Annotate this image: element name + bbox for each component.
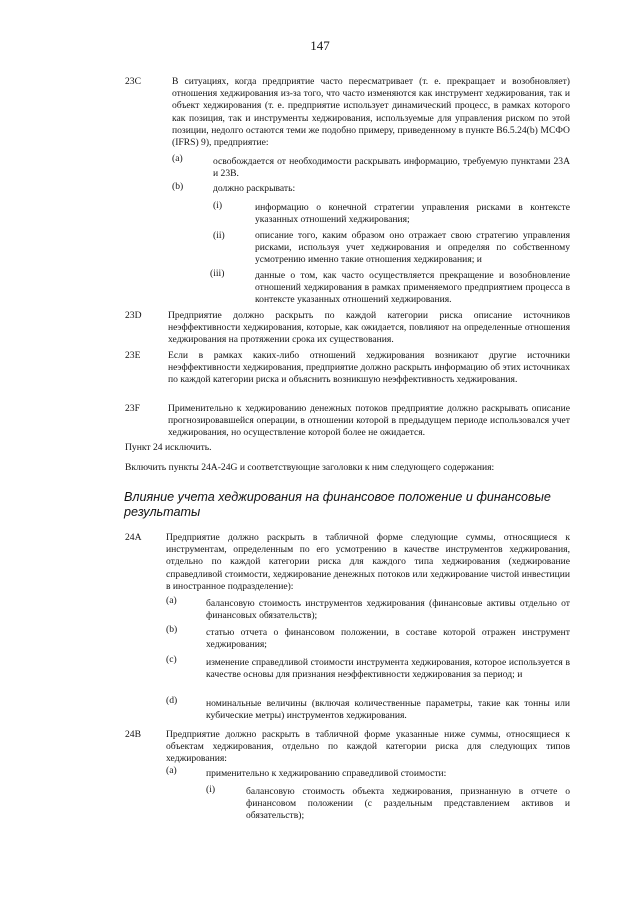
- paragraph-number-23e: 23E: [125, 350, 141, 361]
- paragraph-23e: Если в рамках каких-либо отношений хеджирования возникают другие источники неэффективности хеджирования, предприятие должно раскрыть информацию об этих источниках по каждой категории риска и объяснить возникшую неэффективность хеджирования.: [168, 350, 570, 386]
- page-number: 147: [310, 38, 330, 53]
- item-number: (b): [166, 624, 178, 635]
- paragraph-23c-b: должно раскрывать:: [213, 183, 296, 194]
- paragraph-number-23d: 23D: [125, 310, 142, 321]
- item-number: (b): [172, 181, 184, 192]
- paragraph-23c-a: освобождается от необходимости раскрывать информацию, требуемую пунктами 23А и 23В.: [213, 156, 570, 180]
- paragraph-23d: Предприятие должно раскрыть по каждой категории риска описание источников неэффективности хеджирования, которые, как ожидается, повлияют на определенные отношения хеджирования на протяжении срока их существования.: [168, 310, 570, 346]
- paragraph-24b-a: применительно к хеджированию справедливой стоимости:: [206, 768, 447, 779]
- paragraph-23c-b-ii: описание того, каким образом оно отражает свою стратегию управления рисками, используя учет хеджирования и определяя по собственному усмотрению именно такие отношения хеджирования; и: [255, 230, 570, 266]
- paragraph-24b-a-i: балансовую стоимость объекта хеджирования, признанную в отчете о финансовом положении (с раздельным представлением активов и обязательств);: [246, 786, 570, 822]
- item-number: (a): [166, 595, 177, 606]
- paragraph-number-23c: 23C: [125, 76, 141, 87]
- item-number: (c): [166, 654, 177, 665]
- note-paragraph-24-deleted: Пункт 24 исключить.: [125, 442, 212, 453]
- paragraph-number-24b: 24B: [125, 729, 141, 740]
- paragraph-23c: В ситуациях, когда предприятие часто пересматривает (т. е. прекращает и возобновляет) отношения хеджирования из-за того, что часто изменяются как инструмент хеджирования, так и объект хеджирования (т. е. предприятие использует динамический процесс, в рамках которого как позиция, так и инструменты хеджирования, используемые для управления риском по этой позиции, недолго остаются теми же подобно примеру, приведенному в пункте B6.5.24(b) МСФО (IFRS) 9), предприятие:: [172, 76, 570, 149]
- paragraph-number-23f: 23F: [125, 403, 140, 414]
- paragraph-24a-c: изменение справедливой стоимости инструмента хеджирования, которое используется в качестве основы для признания неэффективности хеджирования за период; и: [206, 657, 570, 681]
- paragraph-23f: Применительно к хеджированию денежных потоков предприятие должно раскрывать описание прогнозировавшейся операции, в отношении которой в предыдущем периоде использовался учет хеджирования, но осуществление которой более не ожидается.: [168, 403, 570, 439]
- paragraph-23c-b-iii: данные о том, как часто осуществляется прекращение и возобновление отношений хеджирования в рамках применяемого предприятием процесса в контексте указанных отношений хеджирования.: [255, 270, 570, 306]
- item-number: (i): [213, 200, 223, 211]
- item-number: (ii): [213, 230, 225, 241]
- item-number: (a): [166, 765, 177, 776]
- paragraph-number-24a: 24A: [125, 532, 142, 543]
- paragraph-24a-d: номинальные величины (включая количественные параметры, такие как тонны или кубические метры) инструментов хеджирования.: [206, 698, 570, 722]
- paragraph-24a-a: балансовую стоимость инструментов хеджирования (финансовые активы отдельно от финансовых обязательств);: [206, 598, 570, 622]
- item-number: (iii): [210, 268, 225, 279]
- section-heading: Влияние учета хеджирования на финансовое положение и финансовые результаты: [124, 490, 551, 519]
- item-number: (a): [172, 153, 183, 164]
- paragraph-24b: Предприятие должно раскрыть в табличной форме указанные ниже суммы, относящиеся к объектам хеджирования, отдельно по каждой категории риска для следующих типов хеджирования:: [166, 729, 570, 765]
- note-insert-paragraphs: Включить пункты 24А-24G и соответствующие заголовки к ним следующего содержания:: [125, 462, 495, 473]
- paragraph-23c-b-i: информацию о конечной стратегии управления рисками в контексте указанных отношений хеджирования;: [255, 202, 570, 226]
- item-number: (i): [206, 784, 216, 795]
- item-number: (d): [166, 695, 178, 706]
- paragraph-24a-b: статью отчета о финансовом положении, в составе которой отражен инструмент хеджирования;: [206, 627, 570, 651]
- paragraph-24a: Предприятие должно раскрыть в табличной форме следующие суммы, относящиеся к инструментам, определенным по его усмотрению в качестве инструментов хеджирования, отдельно по каждой категории риска для каждого типа хеджирования (хеджирование справедливой стоимости, хеджирование денежных потоков или хеджирование чистой инвестиции в иностранное подразделение):: [166, 532, 570, 592]
